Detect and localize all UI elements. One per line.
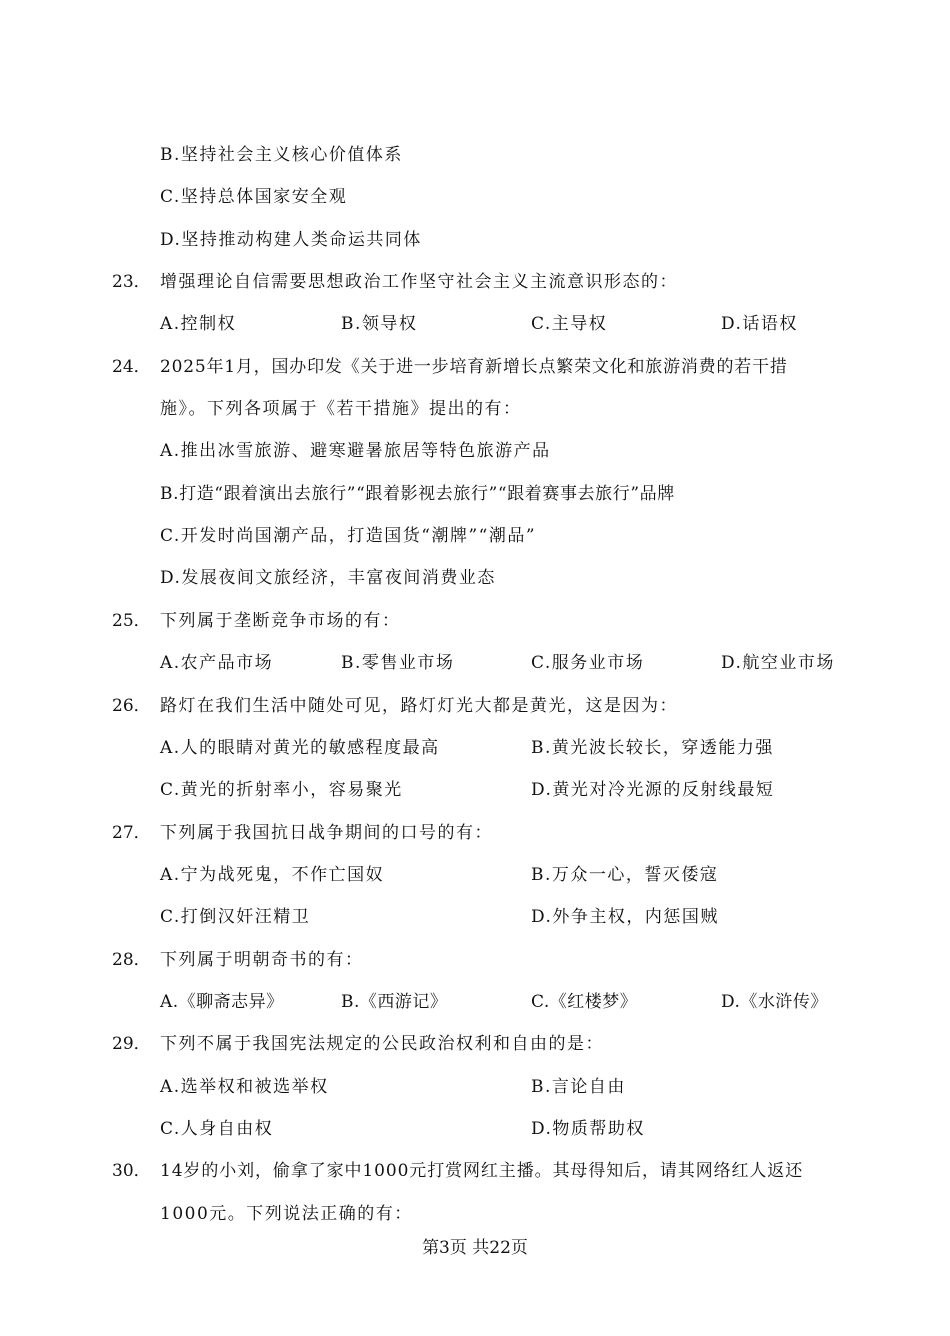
q23-option-d: D.话语权 (721, 314, 798, 334)
q26-option-d: D.黄光对冷光源的反射线最短 (531, 780, 775, 800)
q26-stem: 路灯在我们生活中随处可见，路灯灯光大都是黄光，这是因为： (160, 696, 678, 716)
q29-option-a: A.选举权和被选举权 (160, 1077, 329, 1097)
q23-number: 23． (112, 272, 151, 292)
q29-option-b: B.言论自由 (531, 1077, 626, 1097)
q27-option-c: C.打倒汉奸汪精卫 (160, 907, 311, 927)
page-footer: 第3页 共22页 (422, 1238, 528, 1258)
q24-number: 24． (112, 357, 151, 377)
q24-option-a: A.推出冰雪旅游、避寒避暑旅居等特色旅游产品 (160, 441, 551, 461)
q24-option-d: D.发展夜间文旅经济，丰富夜间消费业态 (160, 568, 496, 588)
q23-option-b: B.领导权 (341, 314, 418, 334)
q28-option-c: C.《红楼梦》 (531, 992, 638, 1012)
q27-stem: 下列属于我国抗日战争期间的口号的有： (160, 823, 493, 843)
q27-option-a: A.宁为战死鬼，不作亡国奴 (160, 865, 385, 885)
q24-stem-line2: 施》。下列各项属于《若干措施》提出的有： (160, 399, 522, 419)
q25-option-c: C.服务业市场 (531, 653, 645, 673)
q24-option-c: C.开发时尚国潮产品，打造国货“潮牌”“潮品” (160, 526, 537, 546)
q22-option-c: C.坚持总体国家安全观 (160, 187, 348, 207)
q28-option-d: D.《水浒传》 (721, 992, 828, 1012)
q29-stem: 下列不属于我国宪法规定的公民政治权利和自由的是： (160, 1034, 604, 1054)
q23-option-a: A.控制权 (160, 314, 237, 334)
q25-number: 25． (112, 611, 151, 631)
q23-stem: 增强理论自信需要思想政治工作坚守社会主义主流意识形态的： (160, 272, 678, 292)
q22-option-b: B.坚持社会主义核心价值体系 (160, 145, 403, 165)
q26-option-c: C.黄光的折射率小，容易聚光 (160, 780, 403, 800)
q25-option-d: D.航空业市场 (721, 653, 835, 673)
q28-option-a: A.《聊斋志异》 (160, 992, 284, 1012)
q23-option-c: C.主导权 (531, 314, 608, 334)
q28-option-b: B.《西游记》 (341, 992, 448, 1012)
q25-stem: 下列属于垄断竞争市场的有： (160, 611, 401, 631)
q30-stem-line2: 1000元。下列说法正确的有： (160, 1204, 413, 1224)
q22-option-d: D.坚持推动构建人类命运共同体 (160, 230, 422, 250)
q29-number: 29． (112, 1034, 151, 1054)
q30-number: 30． (112, 1161, 151, 1181)
q28-number: 28． (112, 950, 151, 970)
q26-option-a: A.人的眼睛对黄光的敏感程度最高 (160, 738, 440, 758)
q27-option-d: D.外争主权，内惩国贼 (531, 907, 719, 927)
q27-option-b: B.万众一心，誓灭倭寇 (531, 865, 719, 885)
q29-option-d: D.物质帮助权 (531, 1119, 645, 1139)
q28-stem: 下列属于明朝奇书的有： (160, 950, 364, 970)
q25-option-a: A.农产品市场 (160, 653, 274, 673)
q25-option-b: B.零售业市场 (341, 653, 455, 673)
q29-option-c: C.人身自由权 (160, 1119, 274, 1139)
q27-number: 27． (112, 823, 151, 843)
q24-option-b: B.打造“跟着演出去旅行”“跟着影视去旅行”“跟着赛事去旅行”品牌 (160, 484, 675, 504)
q30-stem-line1: 14岁的小刘，偷拿了家中1000元打赏网红主播。其母得知后，请其网络红人返还 (160, 1161, 804, 1181)
q26-option-b: B.黄光波长较长，穿透能力强 (531, 738, 774, 758)
q26-number: 26． (112, 696, 151, 716)
q24-stem-line1: 2025年1月，国办印发《关于进一步培育新增长点繁荣文化和旅游消费的若干措 (160, 357, 788, 377)
